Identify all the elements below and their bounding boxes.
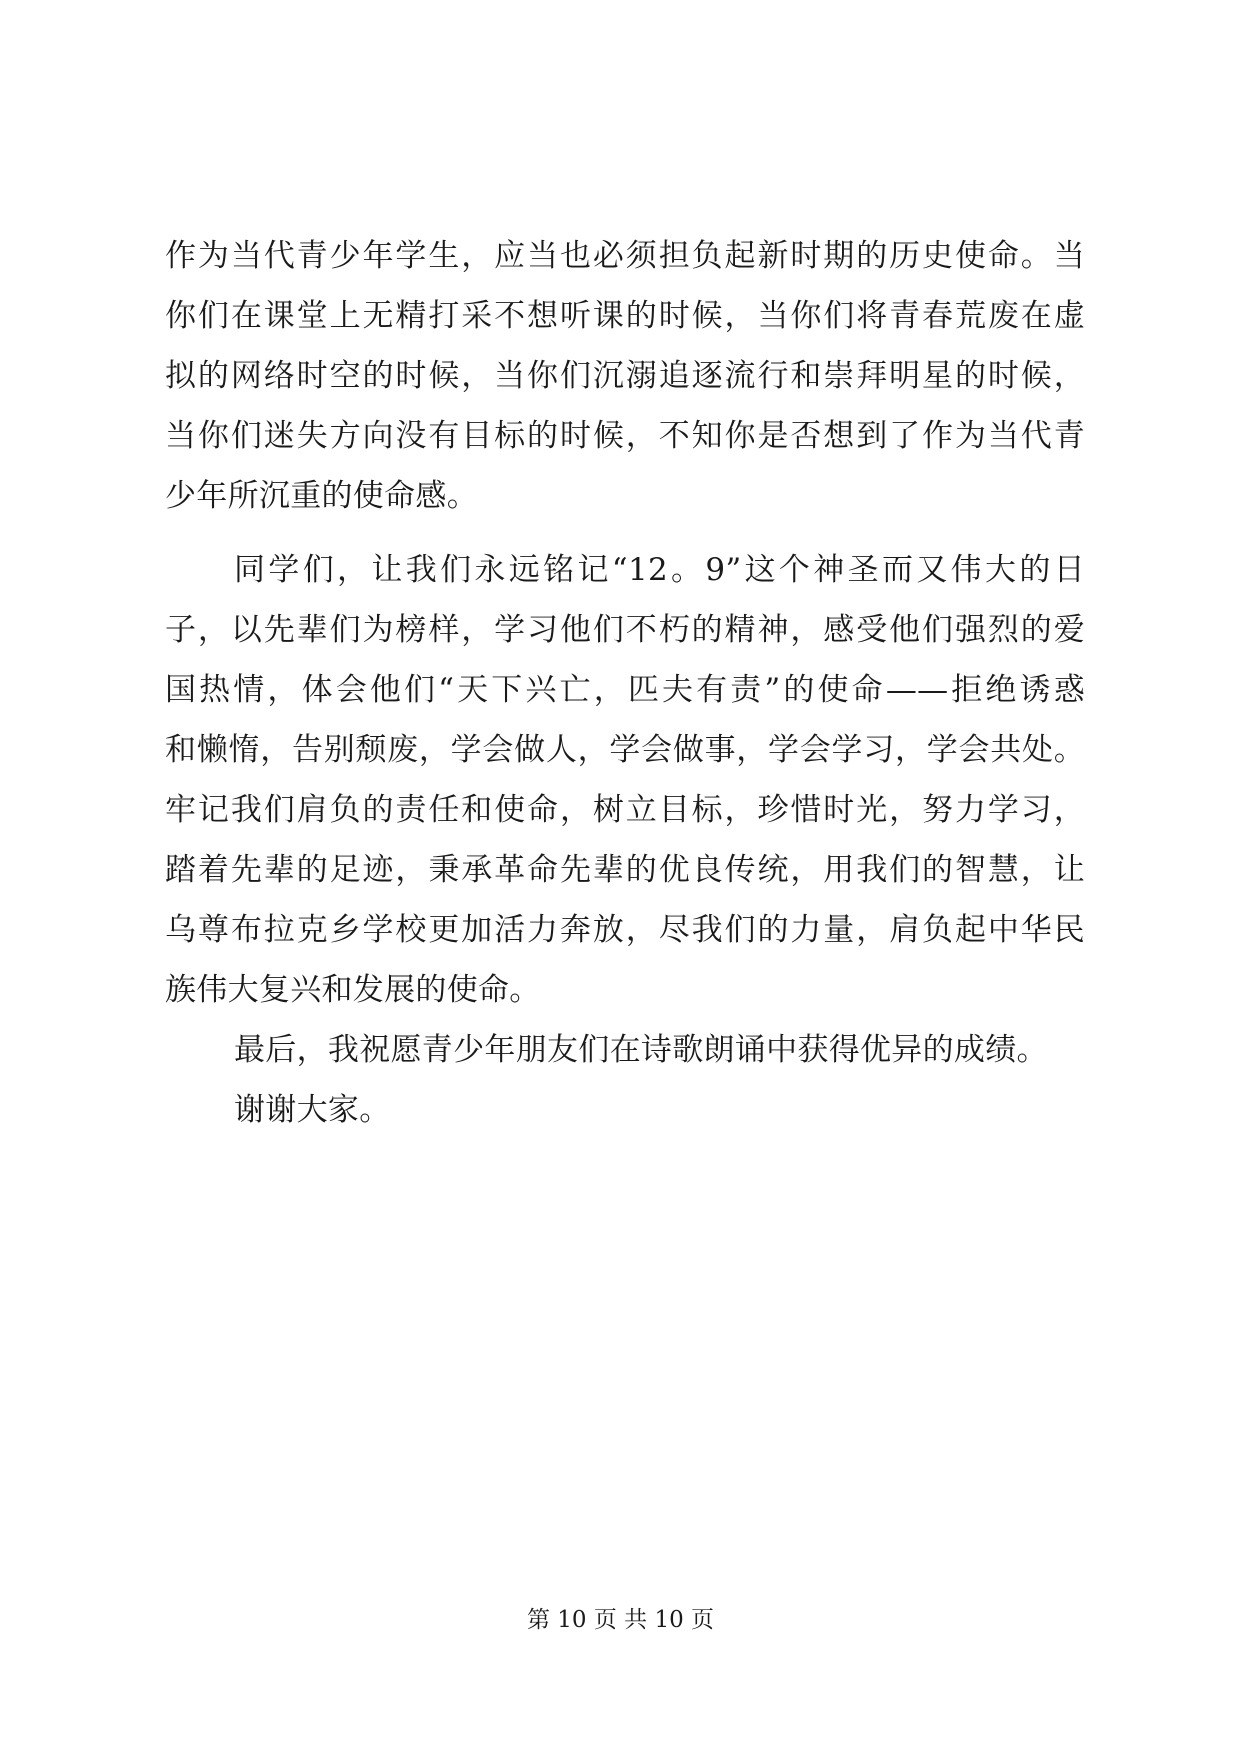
- text-line: 国热情，体会他们“天下兴亡，匹夫有责”的使命——拒绝诱惑: [165, 672, 1085, 708]
- paragraph-2: [165, 540, 1085, 1020]
- text-line: 乌尊布拉克乡学校更加活力奔放，尽我们的力量，肩负起中华民: [165, 912, 1085, 948]
- text-line: 牢记我们肩负的责任和使命，树立目标，珍惜时光，努力学习，: [165, 792, 1085, 828]
- text-line: 踏着先辈的足迹，秉承革命先辈的优良传统，用我们的智慧，让: [165, 852, 1085, 888]
- text-line: 你们在课堂上无精打采不想听课的时候，当你们将青春荒废在虚: [165, 298, 1085, 334]
- text-line: 同学们，让我们永远铭记“12。9”这个神圣而又伟大的日: [234, 552, 1085, 588]
- paragraph-gap: [165, 526, 1085, 540]
- paragraph-4: [165, 1080, 1085, 1140]
- text-line: 拟的网络时空的时候，当你们沉溺追逐流行和崇拜明星的时候，: [165, 358, 1085, 394]
- text-line: 最后，我祝愿青少年朋友们在诗歌朗诵中获得优异的成绩。: [234, 1032, 1048, 1068]
- text-line: 作为当代青少年学生，应当也必须担负起新时期的历史使命。当: [165, 238, 1085, 274]
- document-body: [165, 226, 1085, 1140]
- text-line: 和懒惰，告别颓废，学会做人，学会做事，学会学习，学会共处。: [165, 732, 1085, 768]
- paragraph-3: [165, 1020, 1085, 1080]
- text-line: 当你们迷失方向没有目标的时候，不知你是否想到了作为当代青: [165, 418, 1085, 454]
- page-number-footer: 第 10 页 共 10 页: [526, 1607, 715, 1633]
- text-line: 子，以先辈们为榜样，学习他们不朽的精神，感受他们强烈的爱: [165, 612, 1085, 648]
- text-line: 少年所沉重的使命感。: [165, 478, 478, 514]
- text-line: 谢谢大家。: [234, 1092, 391, 1128]
- text-line: 族伟大复兴和发展的使命。: [165, 972, 541, 1008]
- paragraph-1: [165, 226, 1085, 526]
